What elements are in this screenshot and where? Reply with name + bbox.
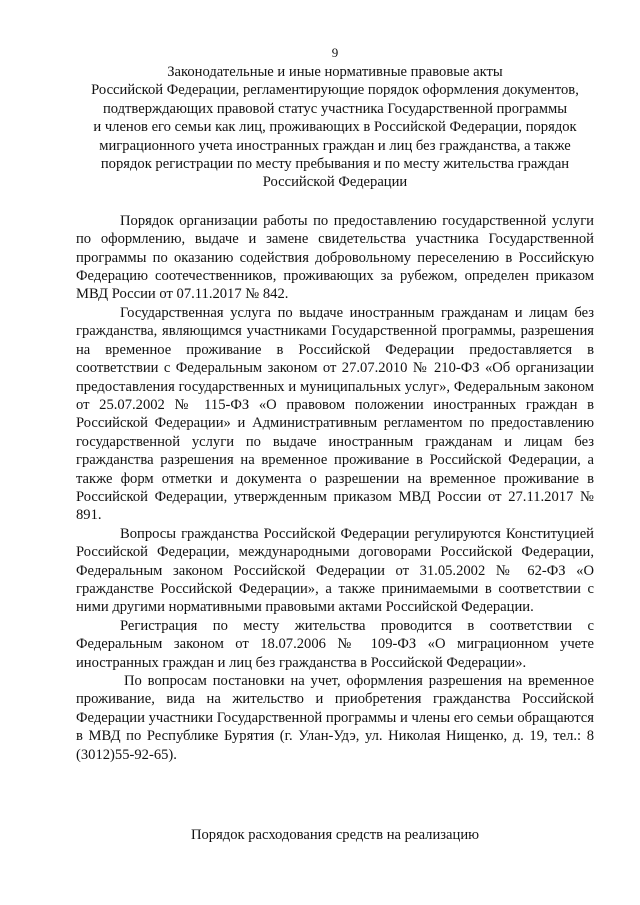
page-number: 9 (331, 45, 339, 60)
paragraph-temporary-residence: Государственная услуга по выдаче иностранным гражданам и лицам без гражданства, являющимся участниками Государственной программы, разрешения на временное проживание в Российской Федерации предоставляется в соответствии с Федеральным законом от 27.07.2010 № 210-ФЗ «Об организации предоставления государственных и муниципальных услуг», Федеральным законом от 25.07.2002 № 115-ФЗ «О правовом положении иностранных граждан в Российской Федерации» и Административным регламентом по предоставлению государственной услуги по выдаче иностранным гражданам и лицам без гражданства разрешения на временное проживание в Российской Федерации, а также форм отметки и документа о разрешении на временное проживание в Российской Федерации, утвержденным приказом МВД России от 27.11.2017 № 891. (76, 304, 594, 524)
next-section-title: Порядок расходования средств на реализацию (190, 827, 480, 843)
paragraph-certificate-order: Порядок организации работы по предоставлению государственной услуги по оформлению, выдаче и замене свидетельства участника Государственной программы по оказанию содействия добровольному переселению в Российскую Федерацию соотечественников, проживающих за рубежом, определен приказом МВД России от 07.11.2017 № 842. (76, 212, 594, 303)
heading-line: Законодательные и иные нормативные правовые акты (167, 64, 503, 80)
document-page (76, 44, 594, 764)
document-heading (76, 63, 594, 192)
paragraph-registration: Регистрация по месту жительства проводится в соответствии с Федеральным законом от 18.07.2006 № 109-ФЗ «О миграционном учете иностранных граждан и лиц без гражданства в Российской Федерации». (76, 617, 594, 671)
paragraph-contact-info: По вопросам постановки на учет, оформления разрешения на временное проживание, вида на жительство и приобретения гражданства Российской Федерации участники Государственной программы и члены его семьи обращаются в МВД по Республике Бурятия (г. Улан-Удэ, ул. Николая Нищенко, д. 19, тел.: 8 (3012)55-92-65). (76, 673, 594, 763)
heading-line: порядок регистрации по месту пребывания и по месту жительства граждан (100, 156, 570, 173)
paragraph-citizenship: Вопросы гражданства Российской Федерации регулируются Конституцией Российской Федерации, международными договорами Российской Федерации, Федеральным законом Российской Федерации от 31.05.2002 № 62-ФЗ «О гражданстве Российской Федерации», а также принимаемыми в соответствии с ними другими нормативными правовыми актами Российской Федерации. (76, 525, 594, 616)
heading-line: миграционного учета иностранных граждан и лиц без гражданства, а также (99, 137, 571, 154)
heading-line: подтверждающих правовой статус участника Государственной программы (102, 100, 568, 117)
heading-line: и членов его семьи как лиц, проживающих в Российской Федерации, порядок (93, 119, 577, 136)
heading-line: Российской Федерации (262, 174, 408, 191)
document-body (76, 212, 594, 764)
heading-line: Российской Федерации, регламентирующие порядок оформления документов, (91, 82, 579, 99)
